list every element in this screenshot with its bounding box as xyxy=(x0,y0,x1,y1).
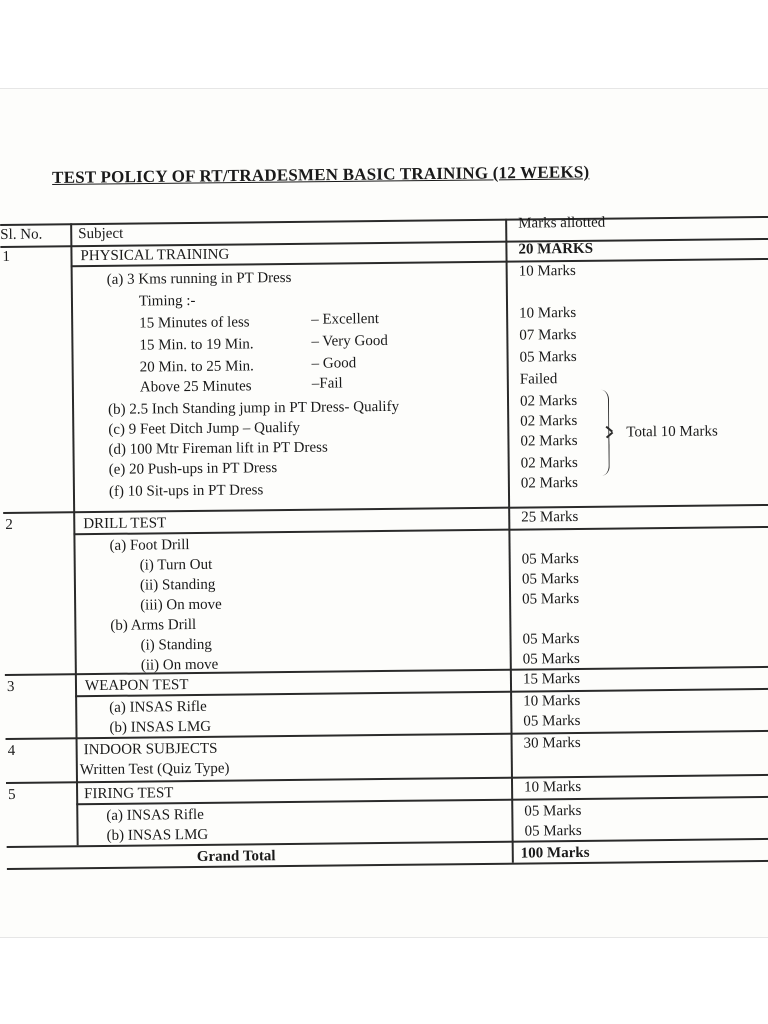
row-subject: (i) Standing xyxy=(140,636,212,654)
row-subject: DRILL TEST xyxy=(83,515,167,533)
row-sl: 4 xyxy=(7,742,16,759)
row-marks: 05 Marks xyxy=(524,822,582,840)
row-marks: 05 Marks xyxy=(523,712,581,730)
row-sl: 5 xyxy=(8,786,16,803)
row-marks: 05 Marks xyxy=(522,630,580,648)
row-marks: 15 Marks xyxy=(522,670,581,688)
table-rule-section-2 xyxy=(5,666,768,676)
row-subject: (a) 3 Kms running in PT Dress xyxy=(106,269,292,288)
table-rule-col-marks xyxy=(505,219,513,863)
total-brace-tip xyxy=(606,426,614,438)
row-marks: 10 Marks xyxy=(518,262,576,280)
row-marks: 10 Marks xyxy=(523,778,582,796)
row-marks: 05 Marks xyxy=(519,348,577,366)
row-subject: (i) Turn Out xyxy=(139,556,213,574)
row-marks: 10 Marks xyxy=(523,692,581,710)
row-marks: 30 Marks xyxy=(523,734,581,752)
table-rule-drill-heading xyxy=(73,526,768,535)
row-marks: 10 Marks xyxy=(519,304,577,322)
row-subject: WEAPON TEST xyxy=(84,677,189,695)
grand-total-label: Grand Total xyxy=(196,848,276,865)
row-grade: –Fail xyxy=(311,375,343,392)
row-subject: (b) INSAS LMG xyxy=(106,826,209,844)
marks-table xyxy=(0,202,768,870)
row-sl: 1 xyxy=(2,248,11,265)
row-marks: 05 Marks xyxy=(524,802,582,820)
row-sl: 3 xyxy=(6,678,15,695)
row-marks: 02 Marks xyxy=(520,432,578,450)
row-subject: 15 Min. to 19 Min. xyxy=(139,336,254,354)
row-marks: 05 Marks xyxy=(522,590,580,608)
row-subject: Written Test (Quiz Type) xyxy=(79,760,230,779)
document-title: TEST POLICY OF RT/TRADESMEN BASIC TRAINING (12 WEEKS) xyxy=(52,162,590,187)
row-subject: 20 Min. to 25 Min. xyxy=(139,358,254,376)
row-subject: (f) 10 Sit-ups in PT Dress xyxy=(108,482,264,500)
grand-total-marks: 100 Marks xyxy=(520,844,590,862)
header-sl-no: Sl. No. xyxy=(0,226,43,243)
row-marks: 05 Marks xyxy=(521,550,579,568)
row-subject: PHYSICAL TRAINING xyxy=(80,246,230,265)
header-subject: Subject xyxy=(78,225,124,243)
row-grade: – Very Good xyxy=(311,332,388,350)
row-subject: (ii) Standing xyxy=(139,576,216,594)
row-subject: (b) 2.5 Inch Standing jump in PT Dress- Qualify xyxy=(108,398,400,418)
row-marks: 20 MARKS xyxy=(518,240,594,258)
row-subject: 15 Minutes of less xyxy=(139,314,250,332)
row-sl: 2 xyxy=(5,516,13,533)
row-grade: – Excellent xyxy=(311,311,380,328)
row-subject: INDOOR SUBJECTS xyxy=(83,740,218,759)
row-subject: FIRING TEST xyxy=(84,785,174,803)
row-subject: (d) 100 Mtr Fireman lift in PT Dress xyxy=(108,439,328,458)
row-marks: Failed xyxy=(519,371,558,388)
row-subject: (c) 9 Feet Ditch Jump – Qualify xyxy=(108,419,301,438)
row-subject: (iii) On move xyxy=(140,596,222,614)
row-marks: 25 Marks xyxy=(521,508,579,526)
header-marks: Marks allotted xyxy=(518,214,606,232)
table-rule-firing-heading xyxy=(76,796,768,805)
row-marks: 02 Marks xyxy=(520,412,578,430)
row-marks: 05 Marks xyxy=(521,570,580,588)
row-marks: 02 Marks xyxy=(520,474,579,492)
row-subject: (a) INSAS Rifle xyxy=(109,698,207,716)
row-subject: Above 25 Minutes xyxy=(139,378,252,396)
table-rule-section-1 xyxy=(3,504,768,514)
row-marks: 05 Marks xyxy=(522,650,580,668)
row-marks: 02 Marks xyxy=(520,454,578,472)
row-marks: 07 Marks xyxy=(519,326,577,344)
row-subject: (b) Arms Drill xyxy=(110,616,197,634)
row-subject: (ii) On move xyxy=(140,656,219,674)
row-grade: – Good xyxy=(311,355,357,372)
row-subject: (e) 20 Push-ups in PT Dress xyxy=(108,460,278,478)
row-subject: (b) INSAS LMG xyxy=(109,718,212,736)
row-subject: (a) Foot Drill xyxy=(109,537,190,554)
row-subject: Timing :- xyxy=(138,292,196,310)
row-subject: (a) INSAS Rifle xyxy=(106,806,204,824)
brace-total-note: Total 10 Marks xyxy=(626,423,718,441)
row-marks: 02 Marks xyxy=(519,392,578,410)
